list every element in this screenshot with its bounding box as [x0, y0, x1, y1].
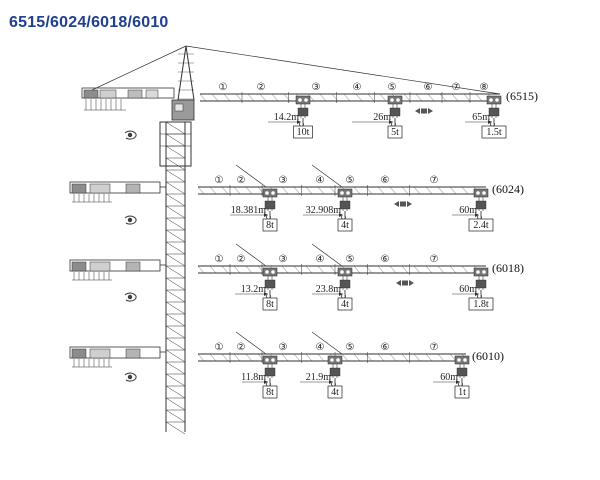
model-label: (6024): [492, 182, 524, 196]
load-weight-label: 5t: [391, 127, 399, 138]
jib-section-label: ⑧: [479, 82, 489, 93]
jib-section-label: ⑦: [429, 254, 439, 265]
load-weight-label: 4t: [341, 299, 349, 310]
rotation-icon: [125, 373, 136, 381]
rotation-icon: [125, 216, 136, 224]
slewing-unit: [172, 100, 194, 120]
jib-section-label: ①: [214, 254, 224, 265]
jib-section-label: ④: [315, 254, 325, 265]
crane-config: [198, 244, 524, 310]
radius-label: 23.8m: [315, 284, 341, 295]
radius-label: 13.2m: [240, 284, 266, 295]
rotation-icon: [125, 293, 136, 301]
jib-section-label: ①: [214, 342, 224, 353]
jib-section-label: ②: [236, 254, 246, 265]
jib-section-label: ⑦: [451, 82, 461, 93]
jib-section-label: ⑤: [345, 342, 355, 353]
radius-label: 21.9m: [305, 372, 331, 383]
radius-label: 60m: [440, 372, 458, 383]
radius-label: 18.381m: [230, 205, 266, 216]
jib-section-label: ⑥: [380, 175, 390, 186]
load-weight-label: 8t: [266, 387, 274, 398]
load-weight-label: 8t: [266, 299, 274, 310]
climbing-frame: [160, 122, 191, 166]
jib-section-label: ③: [311, 82, 321, 93]
load-weight-label: 2.4t: [473, 220, 489, 231]
tower-mast: [166, 122, 185, 434]
jib-section-label: ⑦: [429, 175, 439, 186]
counter-jib: [70, 260, 166, 280]
model-label: (6515): [506, 89, 538, 103]
jib-section-label: ①: [214, 175, 224, 186]
crane-config: [198, 165, 524, 231]
jib-section-label: ⑤: [345, 175, 355, 186]
jib-section-label: ④: [315, 342, 325, 353]
jib-section-label: ⑥: [380, 342, 390, 353]
jib-section-label: ⑥: [380, 254, 390, 265]
jib-section-label: ②: [236, 342, 246, 353]
load-weight-label: 10t: [296, 127, 310, 138]
trolley-travel-arrows-icon: [394, 201, 412, 207]
jib-section-label: ①: [218, 82, 228, 93]
crane-config: [200, 82, 538, 138]
radius-label: 65m: [472, 112, 490, 123]
model-label: (6010): [472, 349, 504, 363]
jib-section-label: ⑦: [429, 342, 439, 353]
trolley-travel-arrows-icon: [396, 280, 414, 286]
radius-label: 26m: [373, 112, 391, 123]
jib-section-label: ⑤: [345, 254, 355, 265]
jib: [200, 92, 500, 103]
counter-jib: [70, 347, 166, 367]
trolley-travel-arrows-icon: [415, 108, 433, 114]
radius-label: 60m: [459, 284, 477, 295]
model-label: (6018): [492, 261, 524, 275]
load-weight-label: 1t: [458, 387, 466, 398]
rotation-icon: [125, 131, 136, 139]
jib-section-label: ③: [278, 342, 288, 353]
radius-label: 60m: [459, 205, 477, 216]
jib-section-label: ③: [278, 175, 288, 186]
jib-section-label: ⑤: [387, 82, 397, 93]
load-weight-label: 4t: [341, 220, 349, 231]
counter-jib-6515: [82, 88, 174, 110]
page-title: 6515/6024/6018/6010: [9, 14, 169, 31]
jib-section-label: ④: [352, 82, 362, 93]
radius-label: 14.2m: [273, 112, 299, 123]
jib-section-label: ②: [236, 175, 246, 186]
load-weight-label: 1.8t: [473, 299, 489, 310]
radius-label: 11.8m: [241, 372, 266, 383]
radius-label: 32.908m: [305, 205, 341, 216]
crane-config: [198, 332, 504, 398]
load-weight-label: 4t: [331, 387, 339, 398]
jib-section-label: ⑥: [423, 82, 433, 93]
jib-section-label: ②: [256, 82, 266, 93]
jib-section-label: ④: [315, 175, 325, 186]
jib-section-label: ③: [278, 254, 288, 265]
load-weight-label: 1.5t: [486, 127, 502, 138]
counter-jib: [70, 182, 166, 202]
load-weight-label: 8t: [266, 220, 274, 231]
